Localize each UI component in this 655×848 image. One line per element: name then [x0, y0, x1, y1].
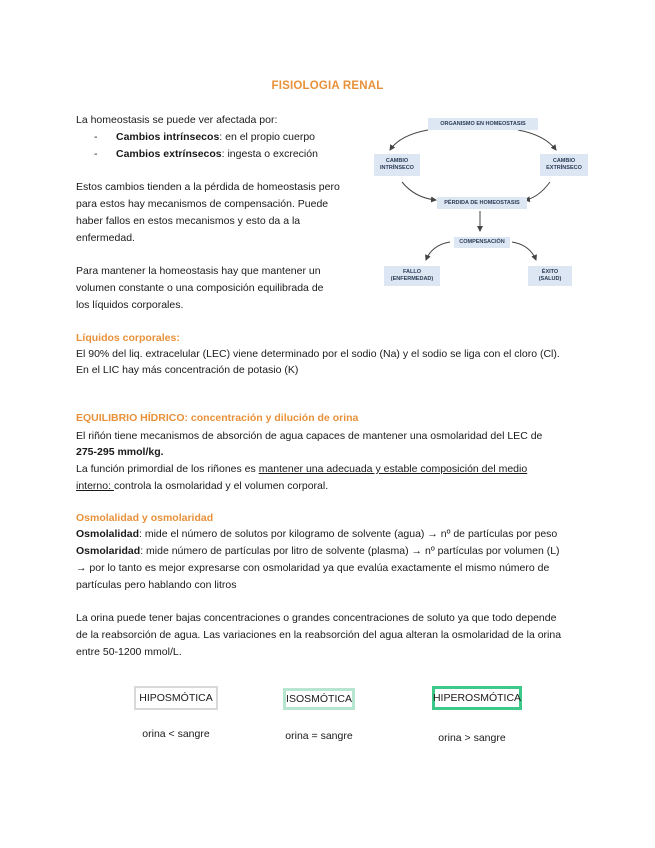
osmo-term: Osmolaridad: [76, 545, 141, 557]
arrow-comp-fail: [426, 242, 450, 260]
osmo-term: Osmolalidad: [76, 528, 140, 540]
diagram-node-fail: FALLO (ENFERMEDAD): [384, 266, 440, 286]
osmo-heading: Osmolalidad y osmolaridad: [76, 512, 214, 524]
liquidos-heading: Líquidos corporales:: [76, 332, 180, 344]
equilibrio-value: 275-295 mmol/kg.: [76, 446, 164, 458]
bullet-extrinsic: [94, 146, 318, 163]
equilibrio-text: controla la osmolaridad y el volumen corporal.: [113, 480, 329, 492]
osmo-line4: partículas pero hablando con litros: [76, 579, 237, 591]
bullet-bold: Cambios extrínsecos: [116, 148, 222, 160]
osmo-line2: [76, 543, 560, 560]
bullet-dash: -: [94, 131, 98, 143]
osmo-line3: → por lo tanto es mejor expresarse con osmolaridad ya que evalúa exactamente el mismo número de: [76, 562, 550, 574]
arrow-left-middle: [402, 182, 436, 200]
osmo-def: : mide el número de solutos por kilogramo de solvente (agua) → nº de partículas por peso: [139, 528, 558, 540]
arrow-comp-success: [512, 242, 536, 260]
osmo-line1: [76, 526, 557, 543]
osmo-def: : mide número de partículas por litro de solvente (plasma) → nº partículas por volumen (L): [140, 545, 560, 557]
bullet-text: : en el propio cuerpo: [219, 131, 316, 143]
hiperosmotica-box: HIPEROSMÓTICA: [432, 686, 522, 710]
para1-line: Estos cambios tienden a la pérdida de homeostasis pero: [76, 181, 340, 193]
orina-line: de la reabsorción de agua. Las variaciones en la reabsorción del agua alteran la osmolaridad de la orina: [76, 629, 562, 641]
bullet-dash: -: [94, 148, 98, 160]
liquidos-line: El 90% del liq. extracelular (LEC) viene determinado por el sodio (Na) y el sodio se liga con el cloro (Cl).: [76, 348, 560, 360]
arrow-top-right: [518, 130, 556, 150]
diagram-node-intrinsic: CAMBIO INTRÍNSECO: [374, 154, 420, 176]
hiposmotica-desc: orina < sangre: [142, 728, 210, 740]
diagram-node-loss: PÉRDIDA DE HOMEOSTASIS: [437, 197, 527, 209]
intro-line: La homeostasis se puede ver afectada por:: [76, 114, 278, 126]
equilibrio-text: La función primordial de los riñones es: [76, 463, 259, 475]
para1-line: para estos hay mecanismos de compensación. Puede: [76, 198, 329, 210]
para2-line: volumen constante o una composición equilibrada de: [76, 282, 324, 294]
bullet-bold: Cambios intrínsecos: [116, 131, 220, 143]
diagram-node-compensation: COMPENSACIÓN: [454, 237, 510, 248]
bullet-text: : ingesta o excreción: [221, 148, 318, 160]
equilibrio-line3: [76, 461, 527, 478]
hiperosmotica-desc: orina > sangre: [438, 732, 506, 744]
arrow-top-left: [390, 130, 428, 150]
para2-line: los líquidos corporales.: [76, 299, 184, 311]
equilibrio-underlined: mantener una adecuada y estable composición del medio: [258, 463, 528, 475]
equilibrio-line4: [76, 478, 328, 495]
para1-line: haber fallos en estos mecanismos y esto da a la: [76, 215, 301, 227]
bullet-intrinsic: [94, 129, 315, 146]
hiposmotica-box: HIPOSMÓTICA: [134, 686, 218, 710]
arrow-right-middle: [525, 182, 550, 200]
liquidos-line: En el LIC hay más concentración de potasio (K): [76, 364, 299, 376]
diagram-node-homeostasis: ORGANISMO EN HOMEOSTASIS: [428, 118, 538, 130]
equilibrio-heading: EQUILIBRIO HÍDRICO: concentración y dilución de orina: [76, 412, 359, 424]
diagram-node-extrinsic: CAMBIO EXTRÍNSECO: [540, 154, 588, 176]
orina-line: entre 50-1200 mmol/L.: [76, 646, 182, 658]
equilibrio-underlined: interno:: [76, 480, 114, 492]
equilibrio-line1: El riñón tiene mecanismos de absorción de agua capaces de mantener una osmolaridad del LEC de: [76, 430, 543, 442]
isosmotica-box: ISOSMÓTICA: [283, 688, 355, 710]
page-title: FISIOLOGIA RENAL: [271, 80, 384, 92]
orina-line: La orina puede tener bajas concentraciones o grandes concentraciones de soluto ya que todo depende: [76, 612, 557, 624]
para1-line: enfermedad.: [76, 232, 135, 244]
isosmotica-desc: orina = sangre: [285, 730, 353, 742]
para2-line: Para mantener la homeostasis hay que mantener un: [76, 265, 321, 277]
diagram-node-success: ÉXITO (SALUD): [528, 266, 572, 286]
